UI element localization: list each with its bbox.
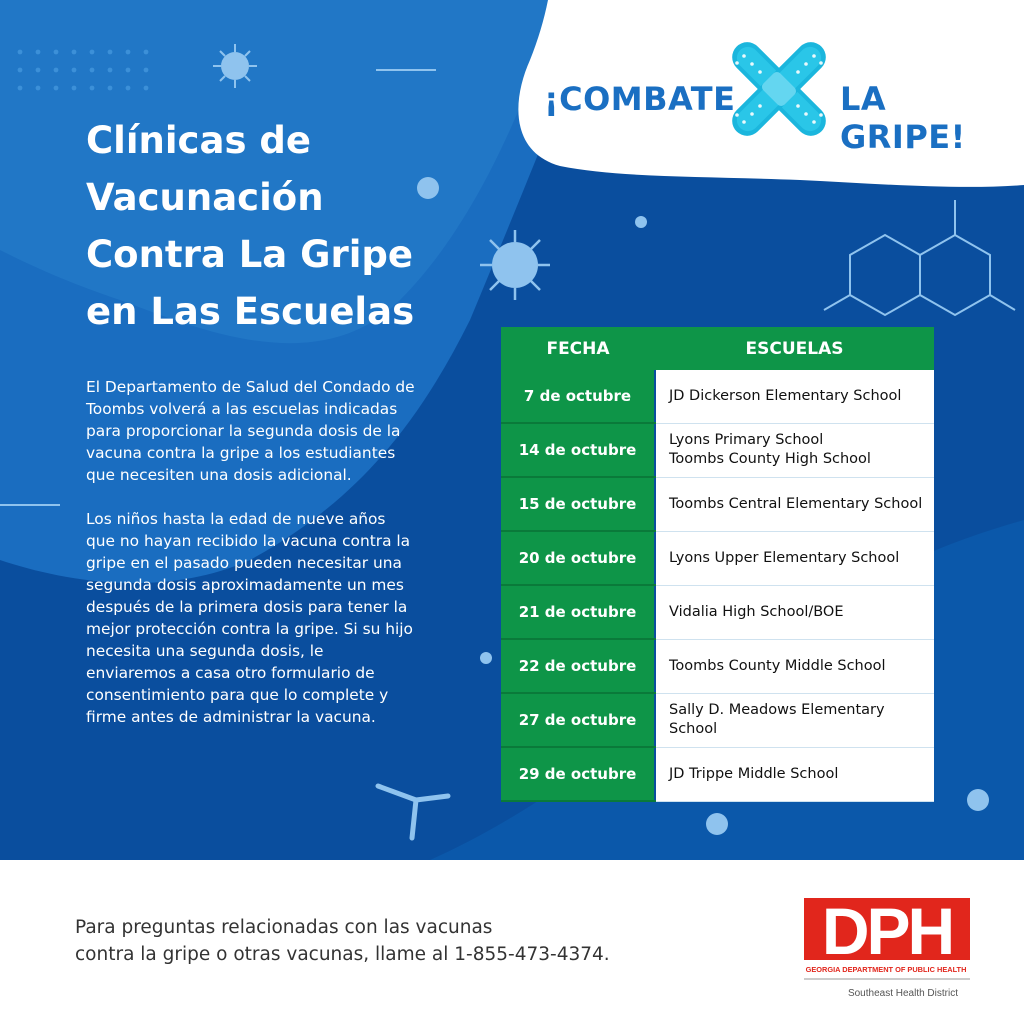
- footer-contact-text: [75, 914, 675, 968]
- banner-right-text: LA GRIPE!: [840, 80, 966, 156]
- body-text: [86, 376, 416, 750]
- schools-column-header: ESCUELAS: [655, 327, 934, 370]
- school-cell: [655, 585, 934, 639]
- dph-letters: DPH: [821, 896, 953, 968]
- school-name: Lyons Primary School: [669, 432, 824, 448]
- table-row: [501, 423, 934, 477]
- table-row: [501, 693, 934, 747]
- school-name: JD Trippe Middle School: [669, 765, 839, 782]
- table-row: [501, 639, 934, 693]
- title-line: Vacunación: [86, 176, 324, 219]
- date-cell: 27 de octubre: [501, 693, 655, 747]
- school-cell: [655, 531, 934, 585]
- deco-dot: [480, 652, 492, 664]
- dph-logo: [800, 896, 972, 1002]
- molecule-icon: [824, 200, 1015, 315]
- table-header-row: [501, 327, 934, 370]
- school-name: Toombs County Middle School: [669, 657, 886, 674]
- dph-org-name: GEORGIA DEPARTMENT OF PUBLIC HEALTH: [805, 965, 967, 974]
- combate-la-gripe-banner: [544, 80, 1014, 156]
- school-cell: [655, 639, 934, 693]
- intro-paragraph: El Departamento de Salud del Condado de Toombs volverá a las escuelas indicadas para proporcionar la segunda dosis de la vacuna contra la gripe a los estudiantes que necesiten una dosis adicional.: [86, 378, 415, 484]
- antibody-icon: [378, 786, 448, 838]
- school-name: Vidalia High School/BOE: [669, 603, 844, 620]
- school-name: JD Dickerson Elementary School: [669, 387, 902, 404]
- deco-dot: [706, 813, 728, 835]
- title-line: Clínicas de: [86, 119, 311, 162]
- date-column-header: FECHA: [501, 327, 655, 370]
- footer-line: contra la gripe o otras vacunas, llame al 1-855-473-4374.: [75, 944, 610, 965]
- school-cell: [655, 370, 934, 423]
- school-cell: [655, 423, 934, 477]
- date-cell: 29 de octubre: [501, 747, 655, 801]
- school-cell: [655, 477, 934, 531]
- deco-dot: [967, 789, 989, 811]
- second-dose-paragraph: Los niños hasta la edad de nueve años que no hayan recibido la vacuna contra la gripe en el pasado pueden necesitar una segunda dosis aproximadamente un mes después de la primera dosis para tener la mejor protección contra la gripe. Si su hijo necesita una segunda dosis, le enviaremos a casa otro formulario de consentimiento para que lo complete y firme antes de administrar la vacuna.: [86, 510, 413, 726]
- school-name: School: [669, 721, 718, 737]
- title-line: en Las Escuelas: [86, 290, 415, 333]
- table-row: [501, 370, 934, 423]
- deco-dot: [635, 216, 647, 228]
- date-cell: 22 de octubre: [501, 639, 655, 693]
- date-cell: 14 de octubre: [501, 423, 655, 477]
- dph-district: Southeast Health District: [847, 988, 958, 999]
- date-cell: 7 de octubre: [501, 370, 655, 423]
- school-name: Toombs County High School: [669, 451, 871, 467]
- table-row: [501, 585, 934, 639]
- date-cell: 20 de octubre: [501, 531, 655, 585]
- date-cell: 15 de octubre: [501, 477, 655, 531]
- table-row: [501, 531, 934, 585]
- table-row: [501, 747, 934, 801]
- school-cell: [655, 747, 934, 801]
- footer-line: Para preguntas relacionadas con las vacunas: [75, 917, 493, 938]
- title-line: Contra La Gripe: [86, 233, 414, 276]
- virus-icon: [480, 230, 550, 300]
- table-row: [501, 477, 934, 531]
- school-name: Lyons Upper Elementary School: [669, 549, 900, 566]
- clinic-schedule-table: [501, 327, 934, 802]
- school-name: Toombs Central Elementary School: [669, 495, 923, 512]
- page-title: [86, 112, 446, 340]
- school-name: Sally D. Meadows Elementary: [669, 702, 885, 718]
- date-cell: 21 de octubre: [501, 585, 655, 639]
- banner-left-text: ¡COMBATE: [544, 80, 736, 118]
- school-cell: [655, 693, 934, 747]
